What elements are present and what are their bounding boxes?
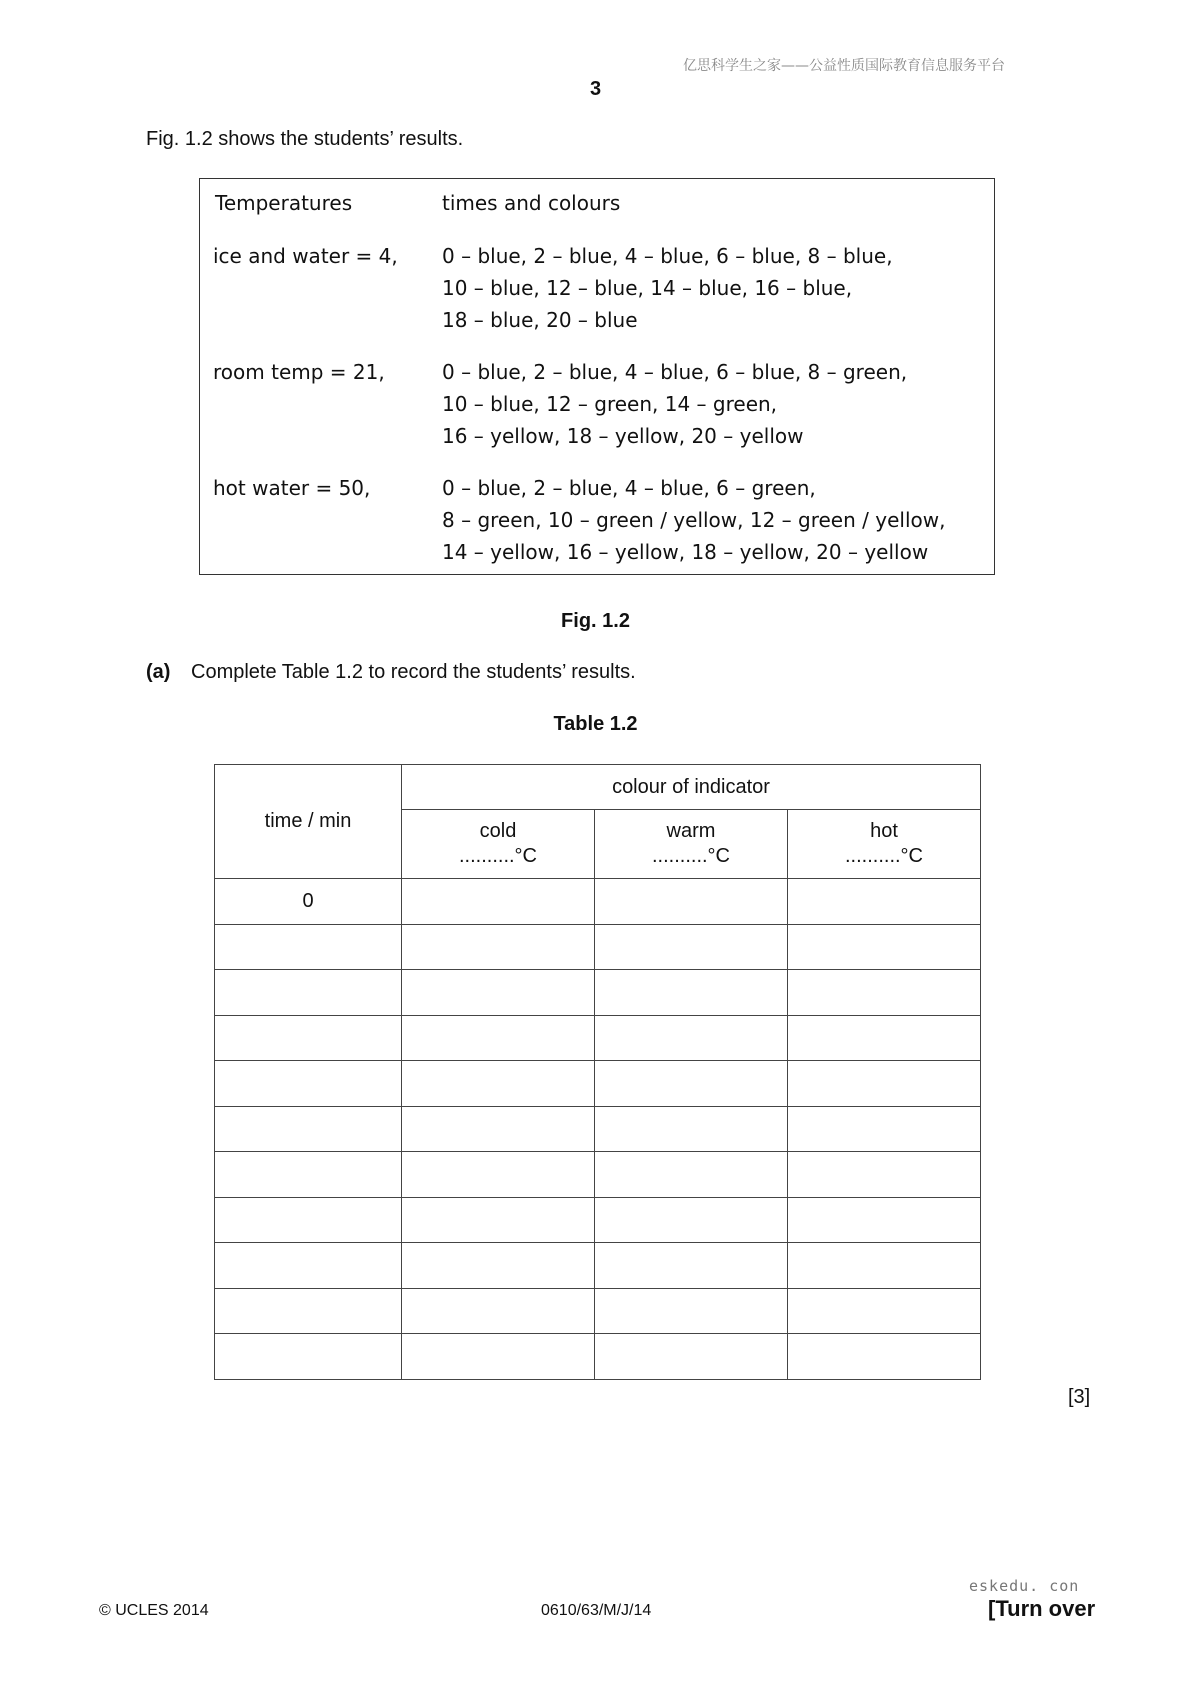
question-label: (a) — [146, 661, 171, 683]
table-row — [215, 879, 981, 925]
cold-cell[interactable] — [402, 1289, 595, 1334]
table-row — [215, 1334, 981, 1380]
time-cell[interactable] — [215, 970, 402, 1016]
table-caption: Table 1.2 — [553, 713, 638, 735]
question-a — [146, 661, 636, 684]
warm-cell[interactable] — [595, 1198, 788, 1243]
cold-cell[interactable] — [402, 925, 595, 970]
hot-cell[interactable] — [788, 1198, 981, 1243]
warm-cell[interactable] — [595, 1334, 788, 1380]
figure-group-line: 18 – blue, 20 – blue — [442, 308, 638, 332]
intro-text: Fig. 1.2 shows the students’ results. — [146, 128, 464, 150]
warm-cell[interactable] — [595, 1061, 788, 1107]
warm-temperature-blank[interactable]: ..........°C — [651, 845, 730, 867]
time-cell[interactable] — [215, 1061, 402, 1107]
figure-group-label: ice and water = 4, — [213, 244, 398, 268]
figure-group-line: 0 – blue, 2 – blue, 4 – blue, 6 – green, — [442, 476, 816, 500]
time-cell[interactable] — [215, 1334, 402, 1380]
figure-group-line: 0 – blue, 2 – blue, 4 – blue, 6 – blue, 8 – green, — [442, 360, 908, 384]
time-cell: 0 — [215, 879, 402, 925]
figure-group-line: 16 – yellow, 18 – yellow, 20 – yellow — [442, 424, 804, 448]
hot-cell[interactable] — [788, 1152, 981, 1198]
table-row — [215, 1152, 981, 1198]
hot-cell[interactable] — [788, 1107, 981, 1152]
figure-group-line: 8 – green, 10 – green / yellow, 12 – green / yellow, — [442, 508, 946, 532]
hot-header — [788, 810, 981, 879]
page-number: 3 — [589, 78, 602, 100]
question-text: Complete Table 1.2 to record the students’ results. — [191, 661, 636, 683]
figure-group-label: room temp = 21, — [213, 360, 385, 384]
figure-group-line: 14 – yellow, 16 – yellow, 18 – yellow, 20 – yellow — [442, 540, 929, 564]
cold-cell[interactable] — [402, 879, 595, 925]
table-row — [215, 1243, 981, 1289]
warm-cell[interactable] — [595, 1107, 788, 1152]
time-cell[interactable] — [215, 1198, 402, 1243]
warm-label: warm — [666, 820, 716, 842]
warm-cell[interactable] — [595, 1152, 788, 1198]
cold-cell[interactable] — [402, 1152, 595, 1198]
hot-cell[interactable] — [788, 879, 981, 925]
time-cell[interactable] — [215, 1243, 402, 1289]
cold-temperature-blank[interactable]: ..........°C — [458, 845, 537, 867]
results-table — [214, 764, 981, 1380]
time-cell[interactable] — [215, 1107, 402, 1152]
cold-cell[interactable] — [402, 1061, 595, 1107]
table-row — [215, 970, 981, 1016]
paper-code: 0610/63/M/J/14 — [541, 1602, 652, 1619]
students-results-box — [199, 178, 995, 575]
colour-of-indicator-header: colour of indicator — [402, 765, 981, 810]
table-row — [215, 925, 981, 970]
site-watermark: eskedu. con — [969, 1577, 1080, 1595]
table-row — [215, 1016, 981, 1061]
hot-cell[interactable] — [788, 925, 981, 970]
figure-group-line: 0 – blue, 2 – blue, 4 – blue, 6 – blue, 8 – blue, — [442, 244, 893, 268]
figure-caption: Fig. 1.2 — [561, 610, 630, 632]
marks-allocation: [3] — [1068, 1386, 1091, 1408]
watermark-text: 亿思科学生之家——公益性质国际教育信息服务平台 — [683, 58, 1005, 74]
figure-heading-times-colours: times and colours — [442, 191, 621, 215]
hot-temperature-blank[interactable]: ..........°C — [844, 845, 923, 867]
time-cell[interactable] — [215, 1152, 402, 1198]
table-row — [215, 1061, 981, 1107]
hot-cell[interactable] — [788, 1289, 981, 1334]
hot-label: hot — [870, 820, 898, 842]
warm-cell[interactable] — [595, 1289, 788, 1334]
cold-label: cold — [479, 820, 517, 842]
cold-cell[interactable] — [402, 1198, 595, 1243]
hot-cell[interactable] — [788, 970, 981, 1016]
cold-cell[interactable] — [402, 1243, 595, 1289]
warm-cell[interactable] — [595, 879, 788, 925]
cold-header — [402, 810, 595, 879]
table-row — [215, 1289, 981, 1334]
table-row — [215, 1107, 981, 1152]
time-cell[interactable] — [215, 1016, 402, 1061]
table-row — [215, 1198, 981, 1243]
time-cell[interactable] — [215, 1289, 402, 1334]
hot-cell[interactable] — [788, 1243, 981, 1289]
copyright: © UCLES 2014 — [99, 1602, 209, 1619]
cold-cell[interactable] — [402, 1107, 595, 1152]
cold-cell[interactable] — [402, 1334, 595, 1380]
warm-cell[interactable] — [595, 970, 788, 1016]
turn-over: [Turn over — [988, 1596, 1096, 1621]
hot-cell[interactable] — [788, 1061, 981, 1107]
time-cell[interactable] — [215, 925, 402, 970]
figure-heading-temperatures: Temperatures — [215, 191, 353, 215]
time-header: time / min — [215, 765, 402, 879]
warm-cell[interactable] — [595, 925, 788, 970]
warm-header — [595, 810, 788, 879]
figure-group-line: 10 – blue, 12 – blue, 14 – blue, 16 – blue, — [442, 276, 853, 300]
hot-cell[interactable] — [788, 1334, 981, 1380]
figure-group-label: hot water = 50, — [213, 476, 371, 500]
warm-cell[interactable] — [595, 1243, 788, 1289]
hot-cell[interactable] — [788, 1016, 981, 1061]
figure-group-line: 10 – blue, 12 – green, 14 – green, — [442, 392, 778, 416]
cold-cell[interactable] — [402, 970, 595, 1016]
cold-cell[interactable] — [402, 1016, 595, 1061]
warm-cell[interactable] — [595, 1016, 788, 1061]
